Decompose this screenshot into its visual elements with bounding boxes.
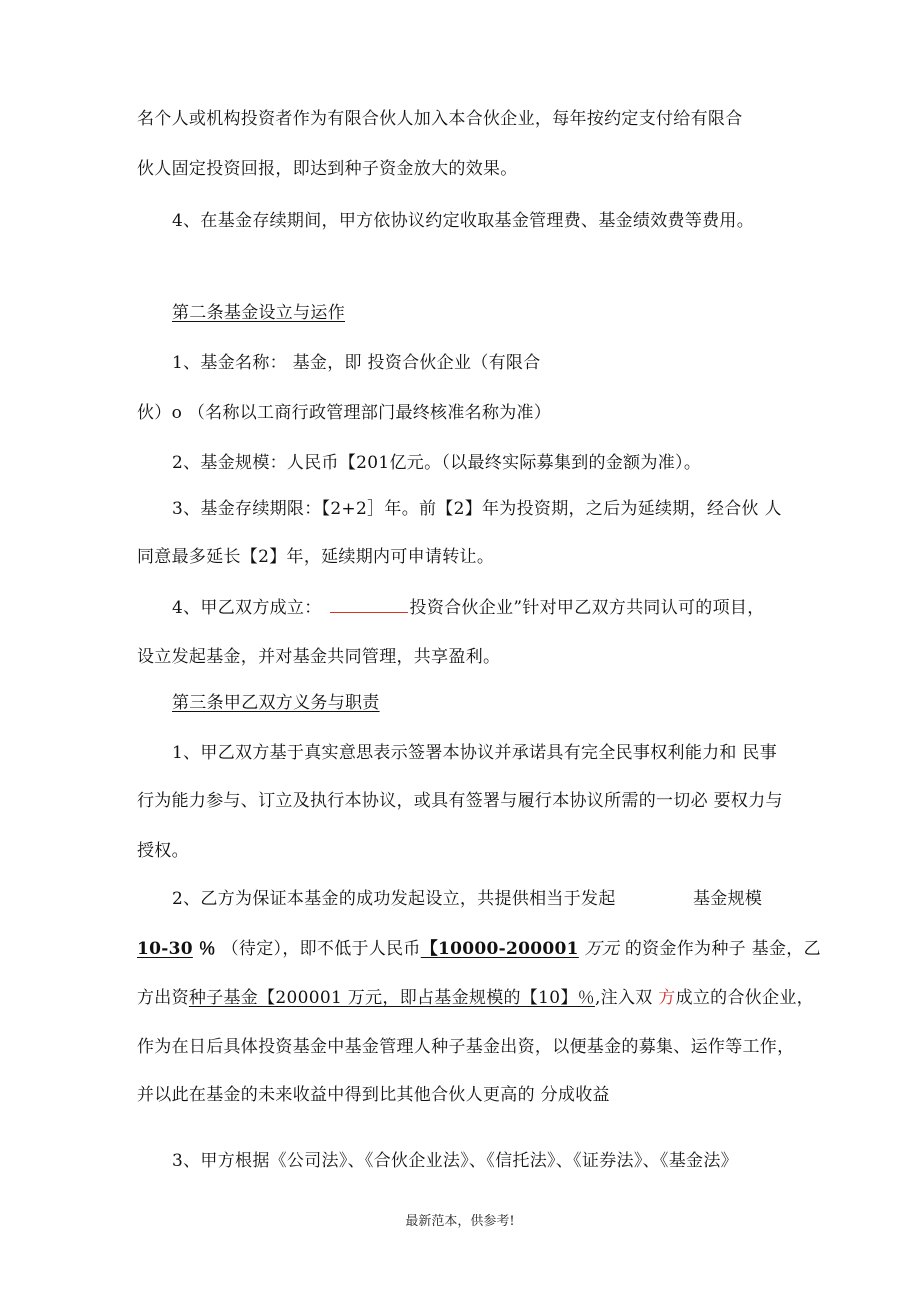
highlighted-char: 方 [658, 988, 676, 1008]
paragraph-line [137, 987, 814, 1009]
percent-sign: ％ [198, 939, 216, 959]
page-footer: 最新范本，供参考! [405, 1214, 515, 1229]
paragraph-line: 3、甲方根据《公司法》、《合伙企业法》、《信托法》、《证券法》、《基金法》 [172, 1151, 738, 1171]
clause-text: 投资合伙企业”针对甲乙双方共同认可的项目， [409, 598, 765, 618]
paragraph-line: 行为能力参与、订立及执行本协议，或具有签署与履行本协议所需的一切必 要权力与 [137, 791, 783, 811]
section-heading: 第三条甲乙双方义务与职责 [172, 693, 380, 713]
paragraph-line: 作为在日后具体投资基金中基金管理人种子基金出资，以便基金的募集、运作等工作， [137, 1037, 795, 1057]
fill-in-blank [322, 598, 410, 618]
paragraph-line: 1、基金名称： 基金，即 投资合伙企业（有限合 [172, 353, 541, 373]
clause-text: ,注入双 [594, 988, 653, 1008]
clause-text: （待定），即不低于人民币 [221, 939, 421, 959]
section-heading: 第二条基金设立与运作 [172, 303, 345, 323]
paragraph-line: 名个人或机构投资者作为有限合伙人加入本合伙企业，每年按约定支付给有限合 [137, 109, 743, 129]
clause-prefix: 4、甲乙双方成立： [172, 598, 322, 618]
paragraph-line: 授权。 [137, 841, 189, 861]
paragraph-line: 3、基金存续期限：【2+2］年。前【2】年为投资期，之后为延续期，经合伙 人 [172, 499, 782, 519]
clause-text: 成立的合伙企业， [675, 988, 814, 1008]
percentage-range: 10-30 [137, 939, 193, 959]
amount-unit: 万元 [584, 939, 620, 959]
paragraph-line [172, 597, 765, 619]
clause-text: 方出资 [137, 988, 189, 1008]
amount-range: 【10000-200001 [420, 939, 579, 959]
seed-fund-amount: 种子基金【200001 万元，即占基金规模的【10】％ [188, 988, 595, 1008]
paragraph-line: 1、甲乙双方基于真实意思表示签署本协议并承诺具有完全民事权利能力和 民事 [172, 743, 778, 763]
clause-text: 的资金作为种子 基金，乙 [624, 939, 821, 959]
paragraph-line: 设立发起基金，并对基金共同管理，共享盈利。 [137, 647, 501, 667]
paragraph-line: 4、在基金存续期间，甲方依协议约定收取基金管理费、基金绩效费等费用。 [172, 211, 755, 231]
paragraph-line: 伙）o （名称以工商行政管理部门最终核准名称为准） [137, 403, 552, 423]
paragraph-line: 2、乙方为保证本基金的成功发起设立，共提供相当于发起 [172, 889, 616, 909]
paragraph-text: 基金规模 [693, 889, 763, 909]
paragraph-line: 伙人固定投资回报，即达到种子资金放大的效果。 [137, 159, 518, 179]
paragraph-line: 2、基金规模：人民币【201亿元。（以最终实际募集到的金额为准）。 [172, 453, 702, 473]
paragraph-line: 并以此在基金的未来收益中得到比其他合伙人更高的 分成收益 [137, 1085, 610, 1105]
paragraph-line [137, 938, 821, 960]
paragraph-line: 同意最多延长【2】年，延续期内可申请转让。 [137, 547, 495, 567]
